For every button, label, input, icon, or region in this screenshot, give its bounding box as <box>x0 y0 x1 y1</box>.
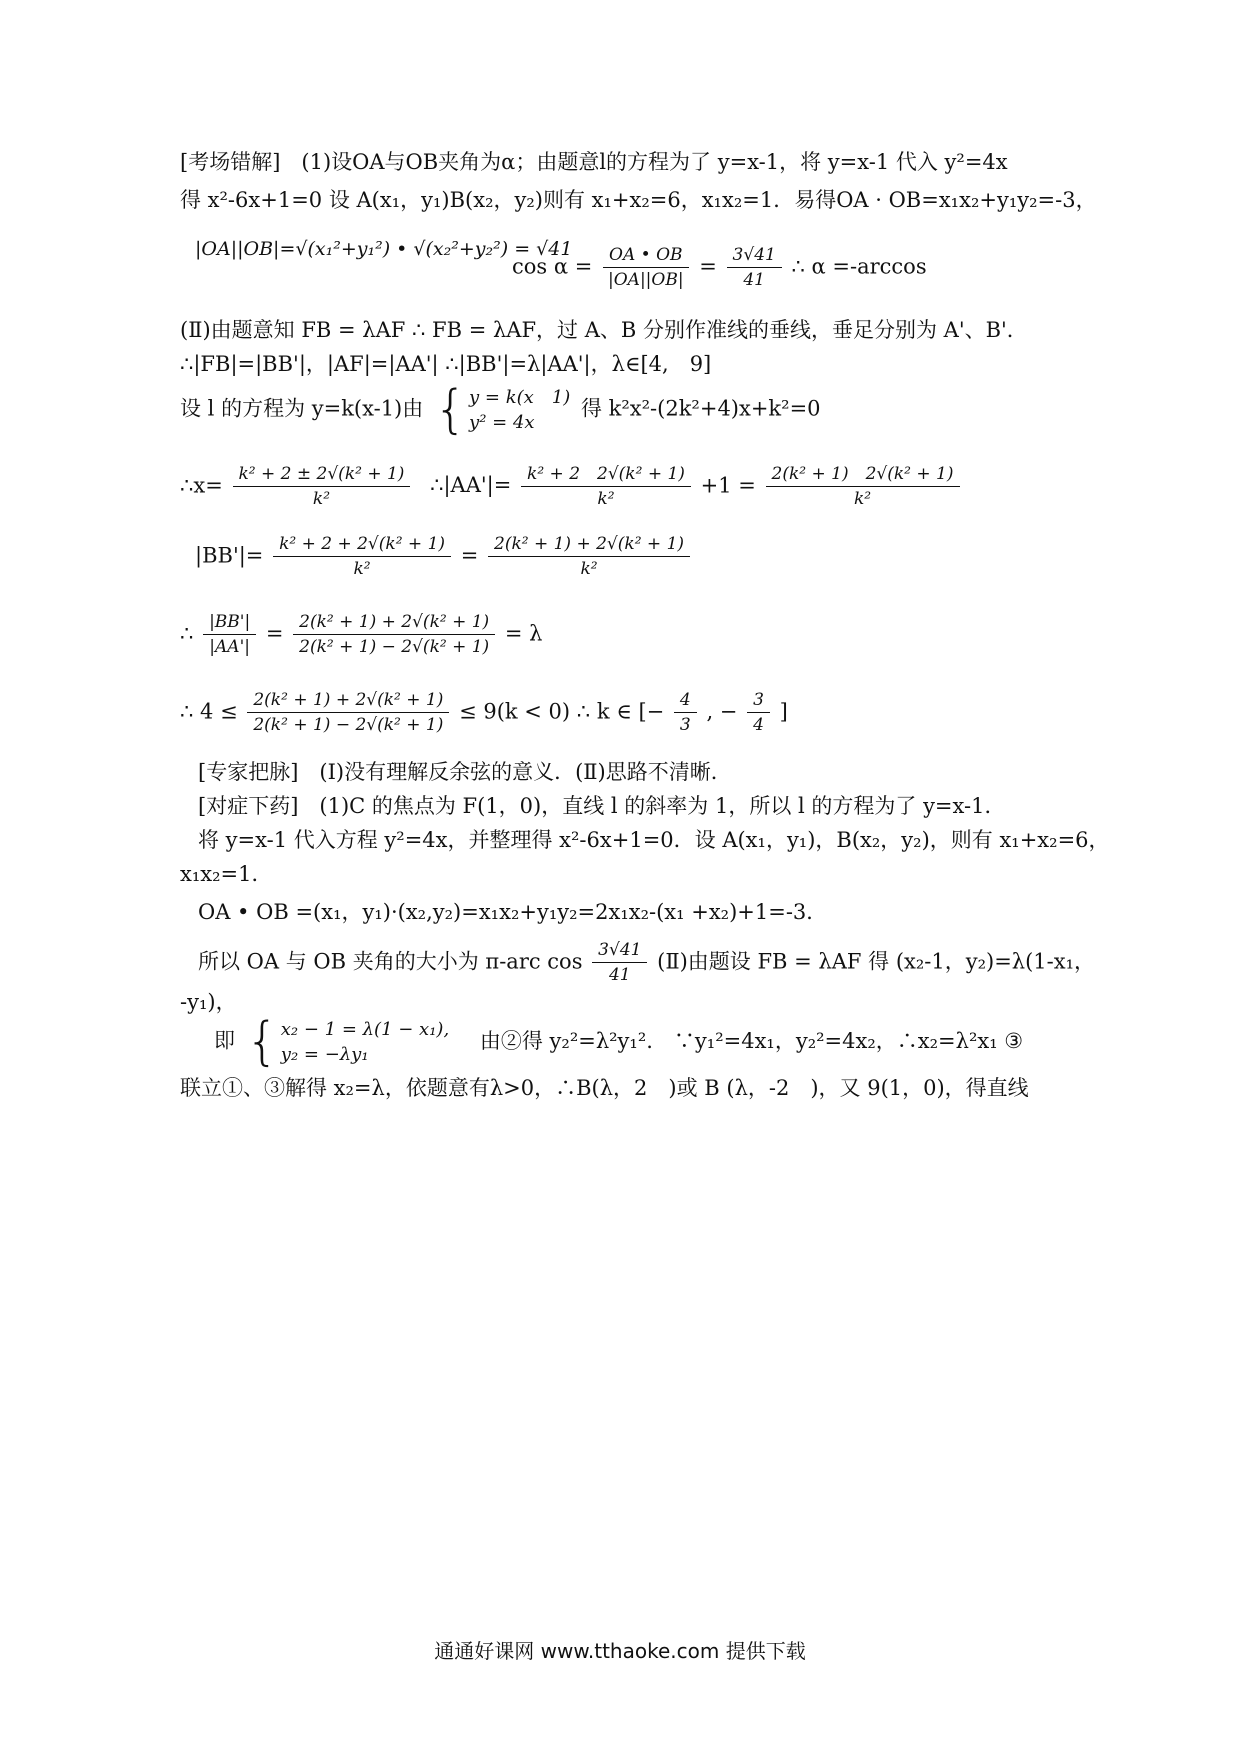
cos-fraction <box>602 245 690 291</box>
aa-label: ∴|AA'|= <box>430 473 512 498</box>
bound-comma: , − <box>706 699 738 724</box>
plus-one: +1 = <box>700 473 756 498</box>
line-6-b: 得 k²x²-(2k²+4)x+k²=0 <box>580 396 821 421</box>
aa-result-num: 2(k² + 1) 2√(k² + 1) <box>766 464 960 487</box>
line-4: (Ⅱ)由题意知 FB = λAF ∴ FB = λAF，过 A、B 分别作准线的垂线，垂足分别为 A'、B'． <box>180 318 1028 342</box>
line-12: [对症下药] (1)C 的焦点为 F(1，0)，直线 l 的斜率为 1，所以 l 的方程为了 y=x-1． <box>198 794 1006 818</box>
ratio-eq: = <box>265 621 284 646</box>
line-16-a: 所以 OA 与 OB 夹角的大小为 π-arc cos <box>198 949 583 974</box>
cos-eq: = <box>699 254 717 279</box>
system-1 <box>433 380 571 440</box>
lambda-eq: = λ <box>504 621 543 646</box>
line-14: x₁x₂=1． <box>180 862 273 886</box>
system-2-row-2: y₂ = −λy₁ <box>280 1044 369 1065</box>
line-16 <box>198 940 1095 986</box>
lambda-frac-den: 2(k² + 1) − 2√(k² + 1) <box>299 637 490 658</box>
footer-source: 通通好课网 www.tthaoke.com 提供下载 <box>434 1639 806 1663</box>
bb-eq: = <box>460 543 479 568</box>
bb-result-fraction <box>488 534 690 580</box>
arccos-text: ∴ α =-arccos <box>791 254 927 279</box>
line-2: 得 x²-6x+1=0 设 A(x₁，y₁)B(x₂，y₂)则有 x₁+x₂=6，x₁x₂=1．易得OA · OB=x₁x₂+y₁y₂=-3， <box>180 188 1097 212</box>
bound-a-den: 3 <box>679 715 691 736</box>
line-6 <box>180 380 821 440</box>
ineq-fraction <box>247 690 449 736</box>
bound-end: ] <box>779 699 788 724</box>
bound-a <box>674 690 697 736</box>
angle-num: 3√41 <box>592 940 647 963</box>
bound-a-num: 4 <box>674 690 697 713</box>
bb-fraction <box>273 534 451 580</box>
bound-b <box>747 690 770 736</box>
line-3-cos <box>512 245 927 291</box>
ratio-num: |BB'| <box>203 612 256 635</box>
angle-fraction <box>592 940 647 986</box>
bb-frac-den: k² <box>353 559 371 580</box>
x-fraction <box>233 464 411 510</box>
cos-value-den: 41 <box>743 270 765 291</box>
line-5: ∴|FB|=|BB'|，|AF|=|AA'| ∴|BB'|=λ|AA'|，λ∈[4, 9] <box>180 352 712 376</box>
line-8 <box>195 534 693 580</box>
brace-icon: { <box>433 380 468 440</box>
aa-frac-num: k² + 2 2√(k² + 1) <box>521 464 691 487</box>
aa-fraction <box>521 464 691 510</box>
line-3-modulus: |OA||OB|=√(x₁²+y₁²) • √(x₂²+y₂²) = √41 <box>195 238 573 260</box>
ineq-frac-den: 2(k² + 1) − 2√(k² + 1) <box>253 715 444 736</box>
system-1-row-1: y = k(x 1) <box>469 386 571 408</box>
aa-result-fraction <box>766 464 960 510</box>
ineq-pre: ∴ 4 ≤ <box>180 699 238 724</box>
line-18 <box>214 1012 1024 1072</box>
x-frac-num: k² + 2 ± 2√(k² + 1) <box>233 464 411 487</box>
x-label: ∴x= <box>180 473 223 498</box>
bb-frac-num: k² + 2 + 2√(k² + 1) <box>273 534 451 557</box>
x-frac-den: k² <box>312 489 331 510</box>
line-13: 将 y=x-1 代入方程 y²=4x，并整理得 x²-6x+1=0．设 A(x₁，y₁)，B(x₂，y₂)，则有 x₁+x₂=6， <box>198 828 1110 852</box>
cos-frac-den: |OA||OB| <box>608 270 684 291</box>
line-10 <box>180 690 788 736</box>
line-15: OA • OB =(x₁，y₁)·(x₂,y₂)=x₁x₂+y₁y₂=2x₁x₂-(x₁ +x₂)+1=-3． <box>198 900 828 924</box>
ji-label: 即 <box>214 1028 235 1053</box>
bb-label: |BB'|= <box>195 543 264 568</box>
line-7 <box>180 464 963 510</box>
aa-result-den: k² <box>853 489 872 510</box>
line-16-b: (Ⅱ)由题设 FB = λAF 得 (x₂-1，y₂)=λ(1-x₁， <box>657 949 1096 974</box>
lambda-fraction <box>293 612 495 658</box>
system-1-row-2: y² = 4x <box>469 412 535 433</box>
brace-icon: { <box>245 1012 279 1072</box>
cos-value-fraction <box>727 245 782 291</box>
line-6-a: 设 l 的方程为 y=k(x-1)由 <box>180 396 424 421</box>
line-19: 联立①、③解得 x₂=λ，依题意有λ>0，∴B(λ，2 )或 B (λ，-2 )，又 9(1，0)，得直线 <box>180 1076 1029 1100</box>
cos-frac-num: OA • OB <box>603 245 688 268</box>
ratio-fraction <box>203 612 256 658</box>
ineq-frac-num: 2(k² + 1) + 2√(k² + 1) <box>247 690 449 713</box>
lambda-frac-num: 2(k² + 1) + 2√(k² + 1) <box>293 612 495 635</box>
therefore-sign: ∴ <box>180 621 194 646</box>
line-1: [考场错解] (1)设OA与OB夹角为α；由题意l的方程为了 y=x-1，将 y=x-1 代入 y²=4x <box>180 150 1008 174</box>
line-9 <box>180 612 542 658</box>
ratio-den: |AA'| <box>209 637 250 658</box>
system-2-row-1: x₂ − 1 = λ(1 − x₁), <box>280 1018 450 1040</box>
bb-result-num: 2(k² + 1) + 2√(k² + 1) <box>488 534 690 557</box>
bound-b-num: 3 <box>747 690 770 713</box>
bb-result-den: k² <box>580 559 598 580</box>
line-11: [专家把脉] (Ⅰ)没有理解反余弦的意义．(Ⅱ)思路不清晰． <box>198 760 732 784</box>
ineq-mid: ≤ 9(k < 0) ∴ k ∈ [− <box>459 699 665 724</box>
bound-b-den: 4 <box>753 715 764 736</box>
line-18-tail: 由②得 y₂²=λ²y₁². ∵y₁²=4x₁，y₂²=4x₂，∴x₂=λ²x₁ ③ <box>479 1028 1024 1053</box>
line-17: -y₁)， <box>180 990 237 1014</box>
system-2 <box>245 1012 450 1072</box>
angle-den: 41 <box>608 965 631 986</box>
cos-label: cos α = <box>512 254 593 279</box>
aa-frac-den: k² <box>597 489 615 510</box>
cos-value-num: 3√41 <box>727 245 782 268</box>
